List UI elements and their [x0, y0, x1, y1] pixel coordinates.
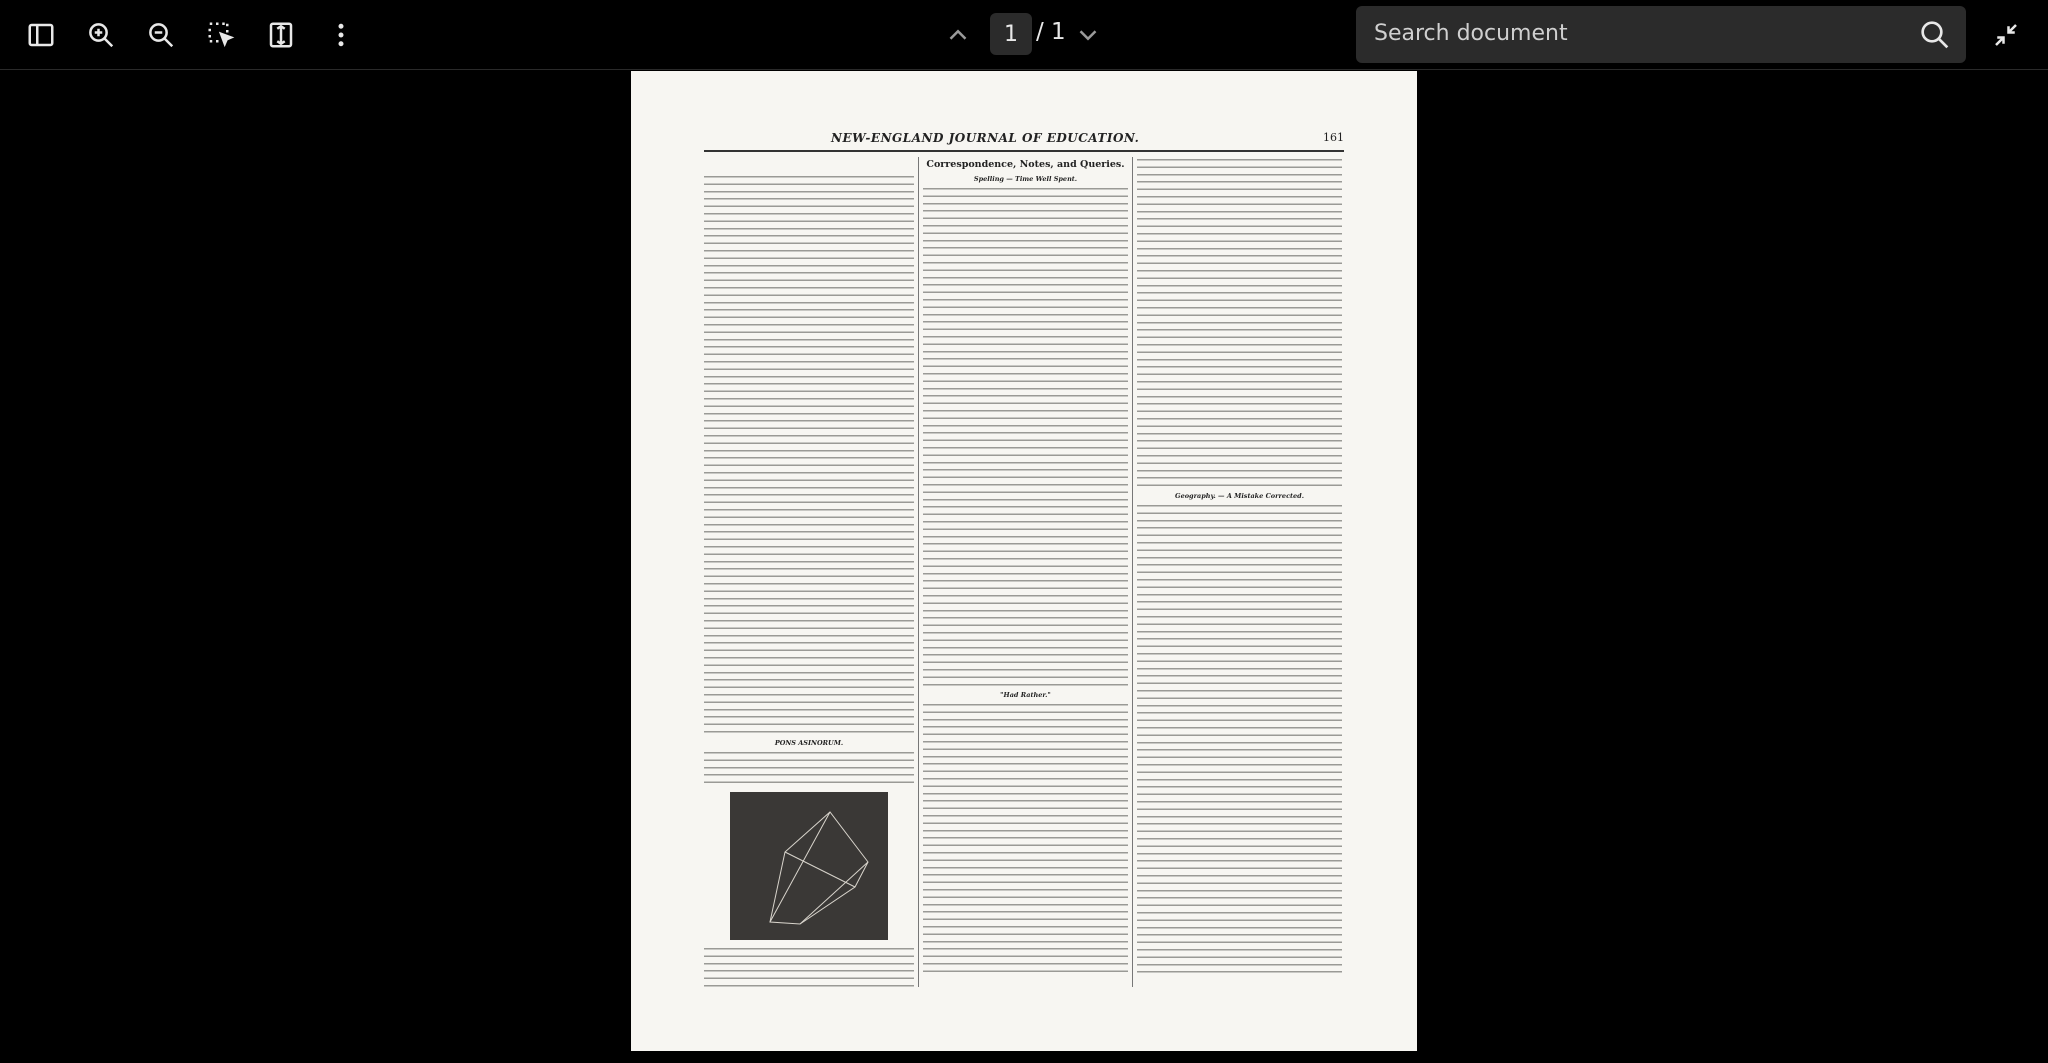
- sidebar-toggle-icon[interactable]: [17, 11, 65, 59]
- text-block: [1137, 157, 1342, 487]
- page-number-input[interactable]: 1: [990, 13, 1032, 55]
- search-icon[interactable]: [1918, 18, 1950, 50]
- text-block: [923, 186, 1128, 686]
- pdf-toolbar: [0, 0, 2048, 70]
- fit-page-icon[interactable]: [257, 11, 305, 59]
- body-paragraph: [704, 157, 914, 164]
- next-page-icon[interactable]: [1064, 11, 1112, 59]
- geometry-figure: [730, 792, 888, 940]
- text-block: [704, 750, 914, 786]
- document-viewer[interactable]: [0, 71, 2048, 1063]
- body-paragraph: [704, 165, 914, 172]
- column-heading: Correspondence, Notes, and Queries.: [926, 159, 1125, 170]
- zoom-in-icon[interactable]: [77, 11, 125, 59]
- exit-fullscreen-icon[interactable]: [1982, 11, 2030, 59]
- previous-page-icon[interactable]: [934, 11, 982, 59]
- page-column-3: [1132, 157, 1342, 987]
- search-document-input[interactable]: [1356, 6, 1966, 63]
- page-header-title: NEW-ENGLAND JOURNAL OF EDUCATION.: [831, 131, 1140, 145]
- text-select-icon[interactable]: [197, 11, 245, 59]
- section-subheading: Spelling — Time Well Spent.: [973, 175, 1078, 183]
- section-subheading: Geography. — A Mistake Corrected.: [1175, 492, 1304, 500]
- section-subheading: "Had Rather.": [1000, 691, 1051, 699]
- text-block: [923, 702, 1128, 972]
- page-header-number: 161: [1323, 131, 1344, 144]
- page-column-1: [704, 157, 914, 987]
- header-rule: [704, 150, 1344, 152]
- search-placeholder: Search document: [1374, 21, 1568, 46]
- document-page: [631, 71, 1417, 1051]
- more-options-icon[interactable]: [317, 11, 365, 59]
- text-block: [704, 946, 914, 987]
- page-column-2: [918, 157, 1128, 987]
- text-block: [704, 174, 914, 734]
- page-total: / 1: [1036, 19, 1066, 45]
- text-block: [1137, 503, 1342, 973]
- zoom-out-icon[interactable]: [137, 11, 185, 59]
- section-subheading: PONS ASINORUM.: [774, 738, 844, 747]
